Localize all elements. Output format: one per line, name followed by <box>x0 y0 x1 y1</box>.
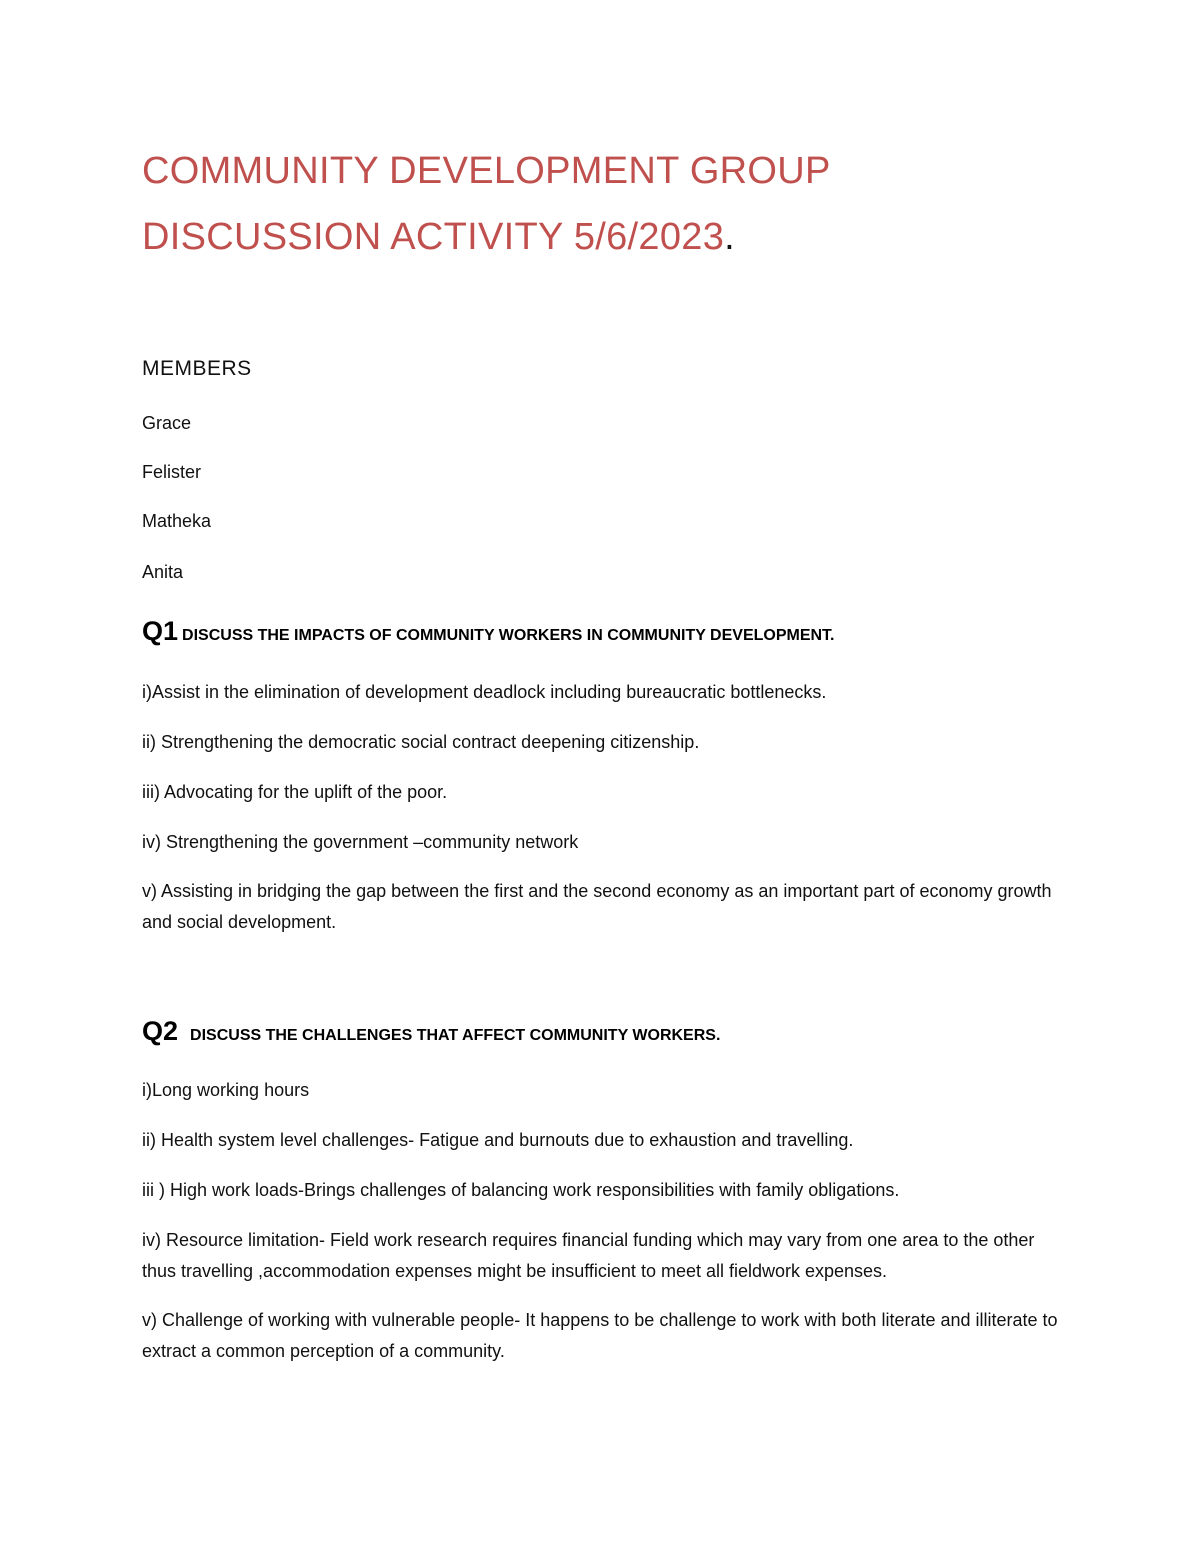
document-title-line-1 <box>142 150 831 193</box>
member-name: Felister <box>142 462 202 482</box>
title-text-2: DISCUSSION ACTIVITY 5/6/2023 <box>142 216 725 258</box>
q1-answer-item: iii) Advocating for the uplift of the poor. <box>142 782 448 802</box>
question-1-heading <box>142 616 835 647</box>
question-2-number: Q2 <box>142 1016 179 1046</box>
q2-answer-item: iii ) High work loads-Brings challenges of balancing work responsibilities with family obligations. <box>142 1180 900 1200</box>
member-name: Anita <box>142 562 184 582</box>
q2-answer-item: ii) Health system level challenges- Fatigue and burnouts due to exhaustion and travelling. <box>142 1130 854 1150</box>
member-name: Matheka <box>142 511 212 531</box>
q2-answer-item: i)Long working hours <box>142 1080 310 1100</box>
title-text-1: COMMUNITY DEVELOPMENT GROUP <box>142 150 831 192</box>
q1-answer-item: i)Assist in the elimination of development deadlock including bureaucratic bottlenecks. <box>142 682 827 702</box>
q1-answer-item: iv) Strengthening the government –community network <box>142 832 579 852</box>
question-1-number: Q1 <box>142 616 179 646</box>
q1-answer-item: ii) Strengthening the democratic social contract deepening citizenship. <box>142 732 700 752</box>
document-title-line-2 <box>142 216 735 259</box>
question-2-heading <box>142 1016 720 1047</box>
question-2-text: DISCUSS THE CHALLENGES THAT AFFECT COMMUNITY WORKERS. <box>190 1027 721 1044</box>
member-name: Grace <box>142 413 192 433</box>
title-period: . <box>724 216 736 258</box>
question-1-text: DISCUSS THE IMPACTS OF COMMUNITY WORKERS IN COMMUNITY DEVELOPMENT. <box>182 627 835 644</box>
q2-answer-item: iv) Resource limitation- Field work research requires financial funding which may vary from one area to the other thus travelling ,accommodation expenses might be insufficient to meet all fieldwork expenses. <box>142 1230 1035 1281</box>
members-heading: MEMBERS <box>142 357 252 380</box>
q2-answer-item: v) Challenge of working with vulnerable people- It happens to be challenge to work with both literate and illiterate to extract a common perception of a community. <box>142 1310 1058 1361</box>
q1-answer-item: v) Assisting in bridging the gap between the first and the second economy as an important part of economy growth and social development. <box>142 881 1052 932</box>
